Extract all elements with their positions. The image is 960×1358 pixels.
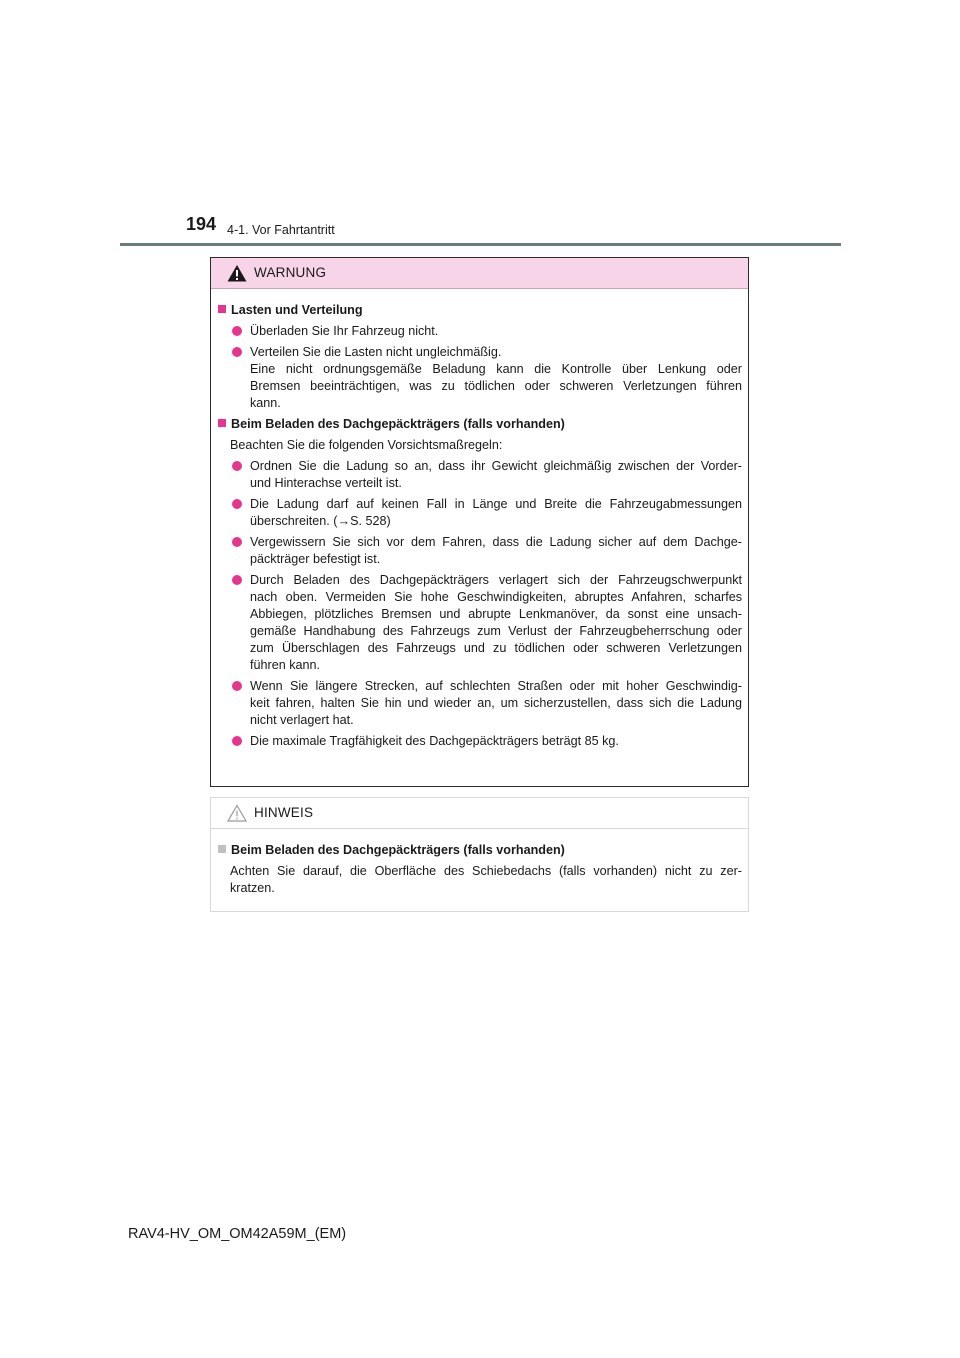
- section-title: 4-1. Vor Fahrtantritt: [227, 223, 335, 237]
- round-bullet-icon: [232, 736, 242, 746]
- notice-title: HINWEIS: [254, 805, 314, 820]
- warning-body: [211, 289, 748, 750]
- notice-text: Achten Sie darauf, die Oberfläche des Schiebedachs (falls vorhanden) nicht zu zer- kratzen.: [230, 864, 742, 895]
- round-bullet-icon: [232, 575, 242, 585]
- caution-triangle-outline-icon: [227, 804, 247, 822]
- header-rule: [120, 243, 841, 246]
- square-bullet-icon: [218, 305, 226, 313]
- list-item: Überladen Sie Ihr Fahrzeug nicht.: [218, 323, 742, 340]
- square-bullet-icon: [218, 419, 226, 427]
- warning-triangle-icon: [227, 264, 247, 282]
- warning-title: WARNUNG: [254, 265, 327, 280]
- page-number: 194: [186, 214, 217, 234]
- list-item: Wenn Sie längere Strecken, auf schlechten Straßen oder mit hoher Geschwindig- keit fahren, halten Sie hin und wieder an, um sicherzustellen, dass sich die Ladung nicht verlagert hat.: [218, 678, 742, 729]
- section-heading: Lasten und Verteilung: [218, 302, 742, 319]
- round-bullet-icon: [232, 326, 242, 336]
- round-bullet-icon: [232, 681, 242, 691]
- square-bullet-icon: [218, 845, 226, 853]
- section-heading: Beim Beladen des Dachgepäckträgers (falls vorhanden): [218, 416, 742, 433]
- list-item: Verteilen Sie die Lasten nicht ungleichmäßig. Eine nicht ordnungsgemäße Beladung kann die Kontrolle über Lenkung oder Bremsen beeinträchtigen, was zu tödlichen oder schweren Verletzungen führen kann.: [218, 344, 742, 412]
- list-item: Durch Beladen des Dachgepäckträgers verlagert sich der Fahrzeugschwerpunkt nach oben. Vermeiden Sie hohe Geschwindigkeiten, abruptes Anfahren, scharfes Abbiegen, plötzliches Bremsen und abrupte Lenkmanöver, da sonst eine unsach- gemäße Handhabung des Fahrzeugs zum Verlust der Fahrzeugbeherrschung oder zum Überschlagen des Fahrzeugs und zu tödlichen oder schweren Verletzungen führen kann.: [218, 572, 742, 674]
- list-item: Die maximale Tragfähigkeit des Dachgepäckträgers beträgt 85 kg.: [218, 733, 742, 750]
- round-bullet-icon: [232, 347, 242, 357]
- list-item: Vergewissern Sie sich vor dem Fahren, dass die Ladung sicher auf dem Dachge- päckträger befestigt ist.: [218, 534, 742, 568]
- section-heading: Beim Beladen des Dachgepäckträgers (falls vorhanden): [218, 842, 742, 859]
- notice-body: [211, 829, 748, 897]
- notice-header: [211, 798, 748, 829]
- list-item: Ordnen Sie die Ladung so an, dass ihr Gewicht gleichmäßig zwischen der Vorder- und Hinterachse verteilt ist.: [218, 458, 742, 492]
- list-item: Die Ladung darf auf keinen Fall in Länge und Breite die Fahrzeugabmessungen überschreiten. (→S. 528): [218, 496, 742, 530]
- warning-box: [210, 257, 749, 787]
- notice-box: [210, 797, 749, 912]
- round-bullet-icon: [232, 537, 242, 547]
- warning-header: [211, 258, 748, 289]
- round-bullet-icon: [232, 499, 242, 509]
- round-bullet-icon: [232, 461, 242, 471]
- section-intro: Beachten Sie die folgenden Vorsichtsmaßregeln:: [230, 438, 503, 452]
- document-code: RAV4-HV_OM_OM42A59M_(EM): [128, 1226, 347, 1242]
